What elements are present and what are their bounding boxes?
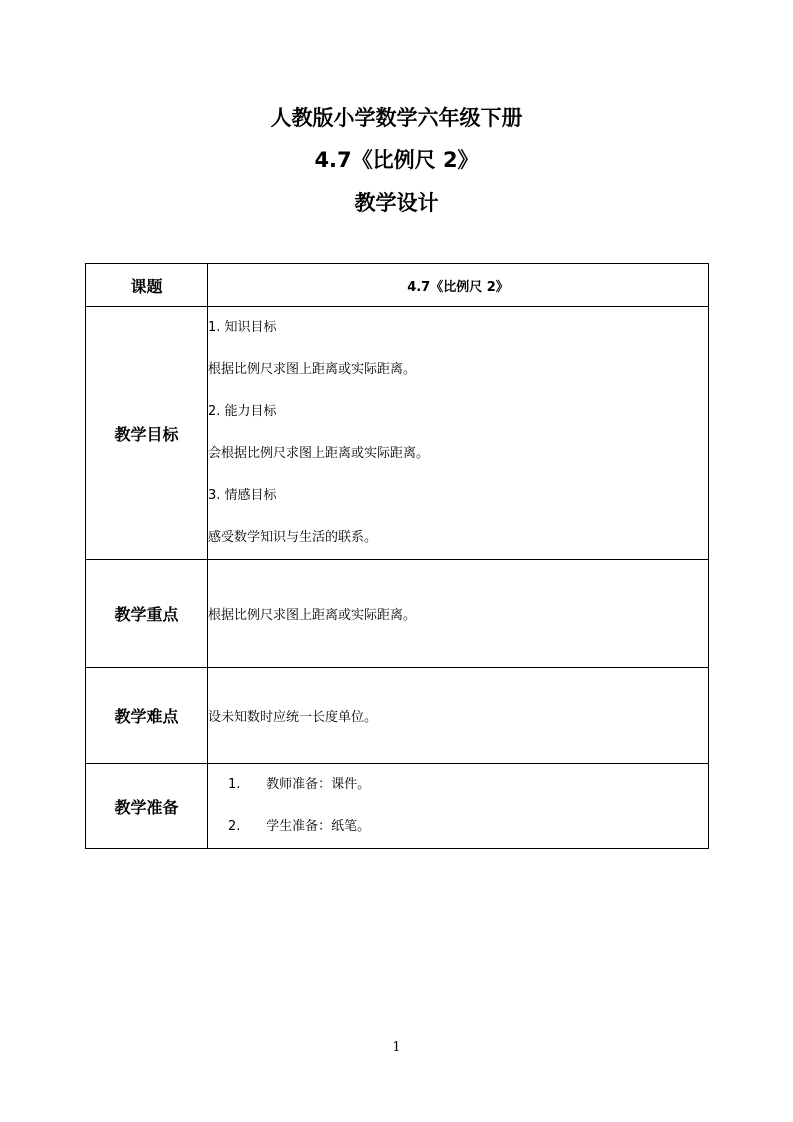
document-title-lesson: 4.7《比例尺 2》 xyxy=(314,148,479,172)
list-item xyxy=(208,806,708,848)
document-title-series: 人教版小学数学六年级下册 xyxy=(270,106,523,130)
value-subject: 4.7《比例尺 2》 xyxy=(208,264,709,307)
goal-line: 1. 知识目标 xyxy=(208,320,277,335)
label-goals: 教学目标 xyxy=(86,307,208,560)
goal-line: 3. 情感目标 xyxy=(208,488,277,503)
value-key-points: 根据比例尺求图上距离或实际距离。 xyxy=(208,560,709,668)
row-difficulties xyxy=(86,668,709,764)
list-item-text: 学生准备：纸笔。 xyxy=(266,819,371,834)
goal-line: 会根据比例尺求图上距离或实际距离。 xyxy=(208,446,430,461)
goal-line: 2. 能力目标 xyxy=(208,404,277,419)
list-item-number: 2. xyxy=(228,819,241,834)
label-key-points: 教学重点 xyxy=(86,560,208,668)
list-item-number: 1. xyxy=(228,777,241,792)
label-difficulties: 教学难点 xyxy=(86,668,208,764)
value-goals xyxy=(208,307,709,560)
label-subject: 课题 xyxy=(86,264,208,307)
document-title-type: 教学设计 xyxy=(354,191,439,215)
goal-line: 感受数学知识与生活的联系。 xyxy=(208,530,378,545)
goal-line: 根据比例尺求图上距离或实际距离。 xyxy=(208,362,417,377)
value-difficulties: 设未知数时应统一长度单位。 xyxy=(208,668,709,764)
value-preparation xyxy=(208,764,709,849)
row-preparation xyxy=(86,764,709,849)
label-preparation: 教学准备 xyxy=(86,764,208,849)
row-subject xyxy=(86,264,709,307)
list-item xyxy=(208,764,708,806)
page-number: 1 xyxy=(392,1040,401,1055)
lesson-plan-table xyxy=(85,263,709,849)
row-goals xyxy=(86,307,709,560)
list-item-text: 教师准备：课件。 xyxy=(266,777,371,792)
row-key-points xyxy=(86,560,709,668)
